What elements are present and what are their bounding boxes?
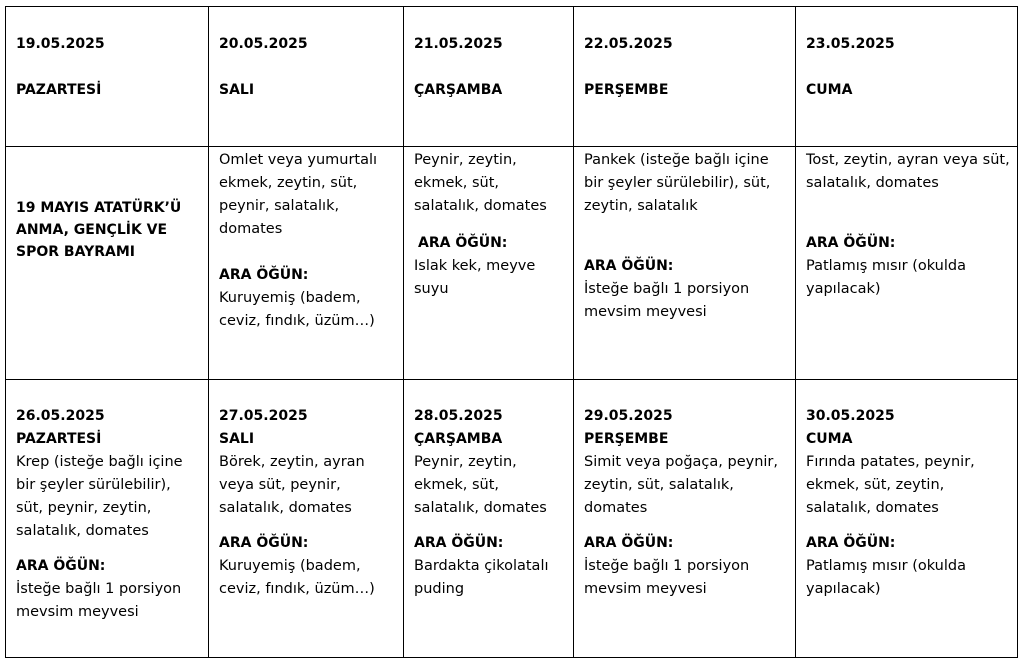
menu-cell	[574, 147, 796, 380]
menu-main: Krep (isteğe bağlı içine bir şeyler sürülebilir), süt, peynir, zeytin, salatalık, domates	[16, 454, 188, 539]
snack-text: Kuruyemiş (badem, ceviz, fındık, üzüm…)	[219, 558, 375, 597]
snack-text: Islak kek, meyve suyu	[414, 258, 540, 297]
day-date: 23.05.2025	[806, 36, 895, 52]
day-date: 20.05.2025	[219, 36, 308, 52]
day-name: ÇARŞAMBA	[414, 82, 503, 98]
menu-main: Tost, zeytin, ayran veya süt, salatalık, domates	[806, 152, 1015, 191]
day-name: PAZARTESİ	[16, 431, 102, 447]
snack-text: İsteğe bağlı 1 porsiyon mevsim meyvesi	[584, 281, 754, 320]
snack-label: ARA ÖĞÜN:	[16, 558, 106, 574]
day-date: 19.05.2025	[16, 36, 105, 52]
day-header-cell	[404, 7, 574, 147]
day-header-cell	[209, 7, 404, 147]
snack-label: ARA ÖĞÜN:	[219, 535, 309, 551]
day-cell	[209, 380, 404, 658]
day-cell	[574, 380, 796, 658]
snack-label: ARA ÖĞÜN:	[584, 258, 674, 274]
menu-cell	[404, 147, 574, 380]
snack-label: ARA ÖĞÜN:	[806, 535, 896, 551]
day-date: 21.05.2025	[414, 36, 503, 52]
day-header-cell	[574, 7, 796, 147]
day-date: 26.05.2025	[16, 408, 105, 424]
day-header-cell	[6, 7, 209, 147]
day-date: 28.05.2025	[414, 408, 503, 424]
snack-text: İsteğe bağlı 1 porsiyon mevsim meyvesi	[584, 558, 754, 597]
menu-main: Pankek (isteğe bağlı içine bir şeyler sürülebilir), süt, zeytin, salatalık	[584, 152, 775, 214]
day-date: 27.05.2025	[219, 408, 308, 424]
week1-header-row	[6, 7, 1018, 147]
day-date: 29.05.2025	[584, 408, 673, 424]
breakfast-menu-table	[5, 6, 1018, 658]
day-date: 30.05.2025	[806, 408, 895, 424]
snack-label: ARA ÖĞÜN:	[806, 235, 896, 251]
snack-text: Bardakta çikolatalı puding	[414, 558, 554, 597]
day-name: PERŞEMBE	[584, 82, 669, 98]
holiday-cell	[6, 147, 209, 380]
menu-cell	[209, 147, 404, 380]
day-name: SALI	[219, 431, 255, 447]
snack-text: Patlamış mısır (okulda yapılacak)	[806, 258, 971, 297]
week2-row	[6, 380, 1018, 658]
day-name: CUMA	[806, 431, 853, 447]
day-name: ÇARŞAMBA	[414, 431, 503, 447]
day-cell	[404, 380, 574, 658]
day-name: CUMA	[806, 82, 853, 98]
snack-label: ARA ÖĞÜN:	[584, 535, 674, 551]
snack-label: ARA ÖĞÜN:	[219, 267, 309, 283]
day-name: SALI	[219, 82, 255, 98]
snack-label: ARA ÖĞÜN:	[414, 535, 504, 551]
menu-main: Fırında patates, peynir, ekmek, süt, zeytin, salatalık, domates	[806, 454, 980, 516]
snack-text: İsteğe bağlı 1 porsiyon mevsim meyvesi	[16, 581, 186, 620]
day-name: PERŞEMBE	[584, 431, 669, 447]
menu-main: Peynir, zeytin, ekmek, süt, salatalık, domates	[414, 152, 547, 214]
day-cell	[796, 380, 1018, 658]
menu-main: Omlet veya yumurtalı ekmek, zeytin, süt, peynir, salatalık, domates	[219, 152, 382, 237]
menu-main: Peynir, zeytin, ekmek, süt, salatalık, domates	[414, 454, 547, 516]
day-cell	[6, 380, 209, 658]
day-name: PAZARTESİ	[16, 82, 102, 98]
snack-label: ARA ÖĞÜN:	[418, 235, 508, 251]
day-header-cell	[796, 7, 1018, 147]
holiday-text: 19 MAYIS ATATÜRK’Ü ANMA, GENÇLİK VE SPOR BAYRAMI	[16, 200, 182, 260]
week1-menu-row	[6, 147, 1018, 380]
snack-text: Patlamış mısır (okulda yapılacak)	[806, 558, 971, 597]
menu-main: Börek, zeytin, ayran veya süt, peynir, salatalık, domates	[219, 454, 370, 516]
snack-text: Kuruyemiş (badem, ceviz, fındık, üzüm…)	[219, 290, 375, 329]
day-date: 22.05.2025	[584, 36, 673, 52]
menu-main: Simit veya poğaça, peynir, zeytin, süt, salatalık, domates	[584, 454, 783, 516]
menu-cell	[796, 147, 1018, 380]
